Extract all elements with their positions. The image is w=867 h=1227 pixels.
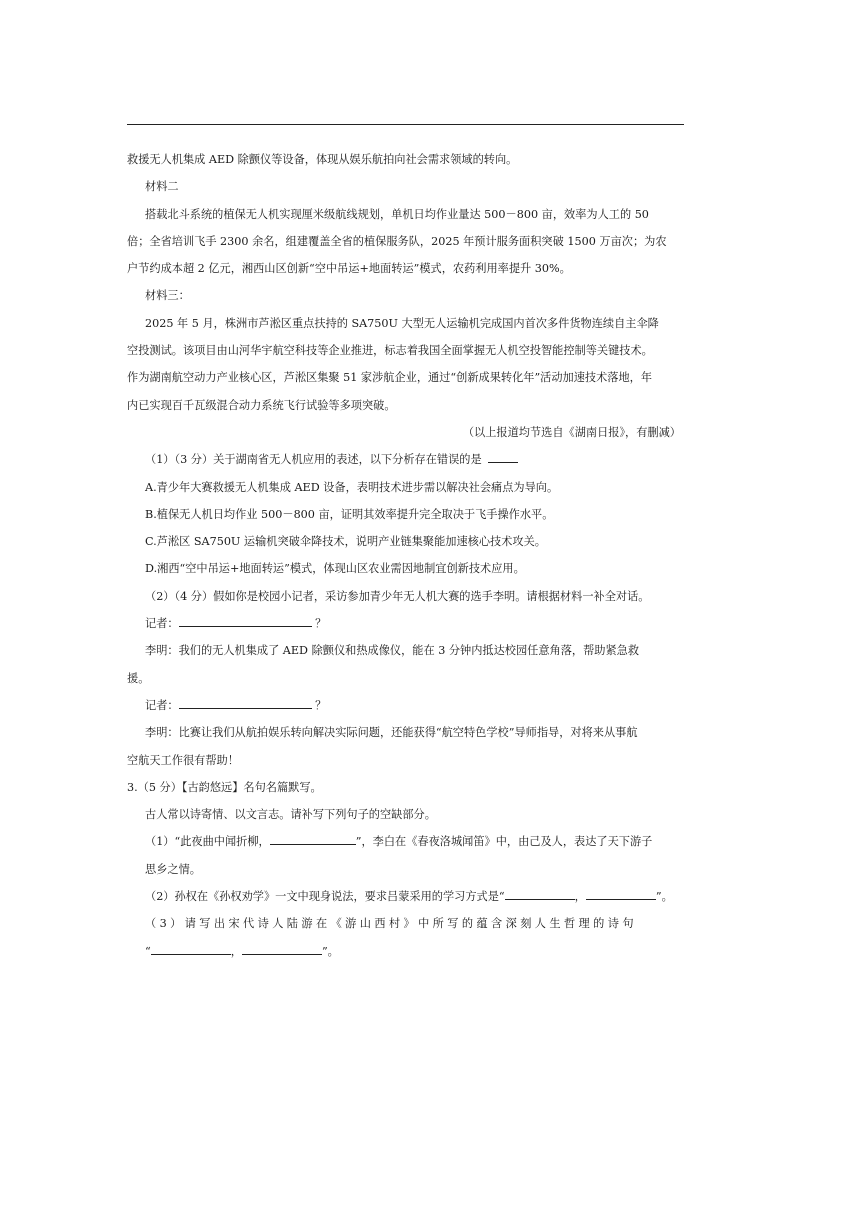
- liming-reply-2-cont: 空航天工作很有帮助！: [127, 753, 239, 767]
- material3-line: 空投测试。该项目由山河华宇航空科技等企业推进，标志着我国全面掌握无人机空投智能控制等关键技术。: [127, 344, 653, 358]
- question-mark: ？: [315, 698, 327, 712]
- material3-line: 2025 年 5 月，株洲市芦淞区重点扶持的 SA750U 大型无人运输机完成国内首次多件货物连续自主伞降: [145, 316, 659, 330]
- q3-3-blank-2[interactable]: [242, 942, 322, 955]
- question-3-3: （3）请写出宋代诗人陆游在《游山西村》中所写的蕴含深刻人生哲理的诗句: [145, 917, 637, 931]
- liming-reply-2: 李明：比赛让我们从航拍娱乐转向解决实际问题，还能获得“航空特色学校”导师指导，对将来从事航: [145, 726, 638, 740]
- material2-line: 倍；全省培训飞手 2300 余名，组建覆盖全省的植保服务队，2025 年预计服务面积突破 1500 万亩次；为农: [127, 234, 667, 248]
- material3-line: 作为湖南航空动力产业核心区，芦淞区集聚 51 家涉航企业，通过“创新成果转化年”活动加速技术落地，年: [127, 371, 653, 385]
- reporter-label: 记者：: [145, 698, 179, 712]
- reporter-blank-1[interactable]: [179, 614, 312, 627]
- q3-3-sep: ，: [230, 944, 242, 958]
- stem-text: （1）（3 分）关于湖南省无人机应用的表述，以下分析存在错误的是: [145, 453, 482, 467]
- question-3-1: [127, 828, 687, 855]
- option-a: A.青少年大赛救援无人机集成 AED 设备，表明技术进步需以解决社会痛点为导向。: [145, 480, 559, 494]
- reporter-label: 记者：: [145, 617, 179, 631]
- reporter-line-2: [127, 692, 687, 719]
- answer-blank[interactable]: [488, 450, 518, 463]
- material1-tail: 救援无人机集成 AED 除颤仪等设备，体现从娱乐航拍向社会需求领域的转向。: [127, 153, 518, 166]
- material3-line: 内已实现百千瓦级混合动力系统飞行试验等多项突破。: [127, 398, 396, 412]
- question-2-2-stem: （2）（4 分）假如你是校园小记者，采访参加青少年无人机大赛的选手李明。请根据材料一补全对话。: [145, 589, 650, 603]
- question-3-intro: 古人常以诗寄情、以文言志。请补写下列句子的空缺部分。: [145, 808, 436, 822]
- q3-1-text: （1）“此夜曲中闻折柳，: [145, 835, 270, 849]
- q3-1-text-cont: ”，李白在《春夜洛城闻笛》中，由己及人，表达了天下游子: [355, 835, 653, 849]
- question-3-2: [127, 883, 687, 910]
- option-c: C.芦淞区 SA750U 运输机突破伞降技术，说明产业链集聚能加速核心技术攻关。: [145, 535, 546, 549]
- q3-3-open: “: [145, 944, 151, 958]
- q3-2-sep: ，: [574, 890, 586, 904]
- material3-heading: 材料三：: [145, 289, 190, 303]
- material2-heading: 材料二: [145, 180, 179, 194]
- q3-3-end: ”。: [321, 944, 339, 958]
- liming-reply-1-cont: 援。: [127, 671, 150, 685]
- source-note: （以上报道均节选自《湖南日报》，有删减）: [462, 425, 681, 439]
- question-mark: ？: [315, 617, 327, 631]
- question-3-1-cont: 思乡之情。: [145, 862, 201, 876]
- q3-2-text: （2）孙权在《孙权劝学》一文中现身说法，要求吕蒙采用的学习方式是“: [145, 890, 505, 904]
- question-3-3-blanks: [127, 938, 687, 965]
- reporter-blank-2[interactable]: [179, 696, 312, 709]
- q3-1-blank[interactable]: [270, 832, 356, 845]
- liming-reply-1: 李明：我们的无人机集成了 AED 除颤仪和热成像仪，能在 3 分钟内抵达校园任意角落，帮助紧急救: [145, 644, 640, 658]
- material2-line: 搭载北斗系统的植保无人机实现厘米级航线规划，单机日均作业量达 500－800 亩，效率为人工的 50: [145, 207, 649, 221]
- header-rule: [127, 124, 684, 125]
- exam-page: [127, 146, 687, 965]
- option-b: B.植保无人机日均作业 500－800 亩，证明其效率提升完全取决于飞手操作水平。: [145, 507, 554, 521]
- question-2-1-stem: [127, 446, 687, 473]
- material2-line: 户节约成本超 2 亿元，湘西山区创新“空中吊运+地面转运”模式，农药利用率提升 30%。: [127, 262, 571, 276]
- q3-2-blank-2[interactable]: [586, 887, 656, 900]
- reporter-line-1: [127, 610, 687, 637]
- q3-3-blank-1[interactable]: [151, 942, 231, 955]
- question-3-title: 3.（5 分）【古韵悠远】名句名篇默写。: [127, 780, 322, 794]
- q3-2-end: ”。: [655, 890, 673, 904]
- q3-2-blank-1[interactable]: [505, 887, 575, 900]
- option-d: D.湘西“空中吊运+地面转运”模式，体现山区农业需因地制宜创新技术应用。: [145, 562, 525, 576]
